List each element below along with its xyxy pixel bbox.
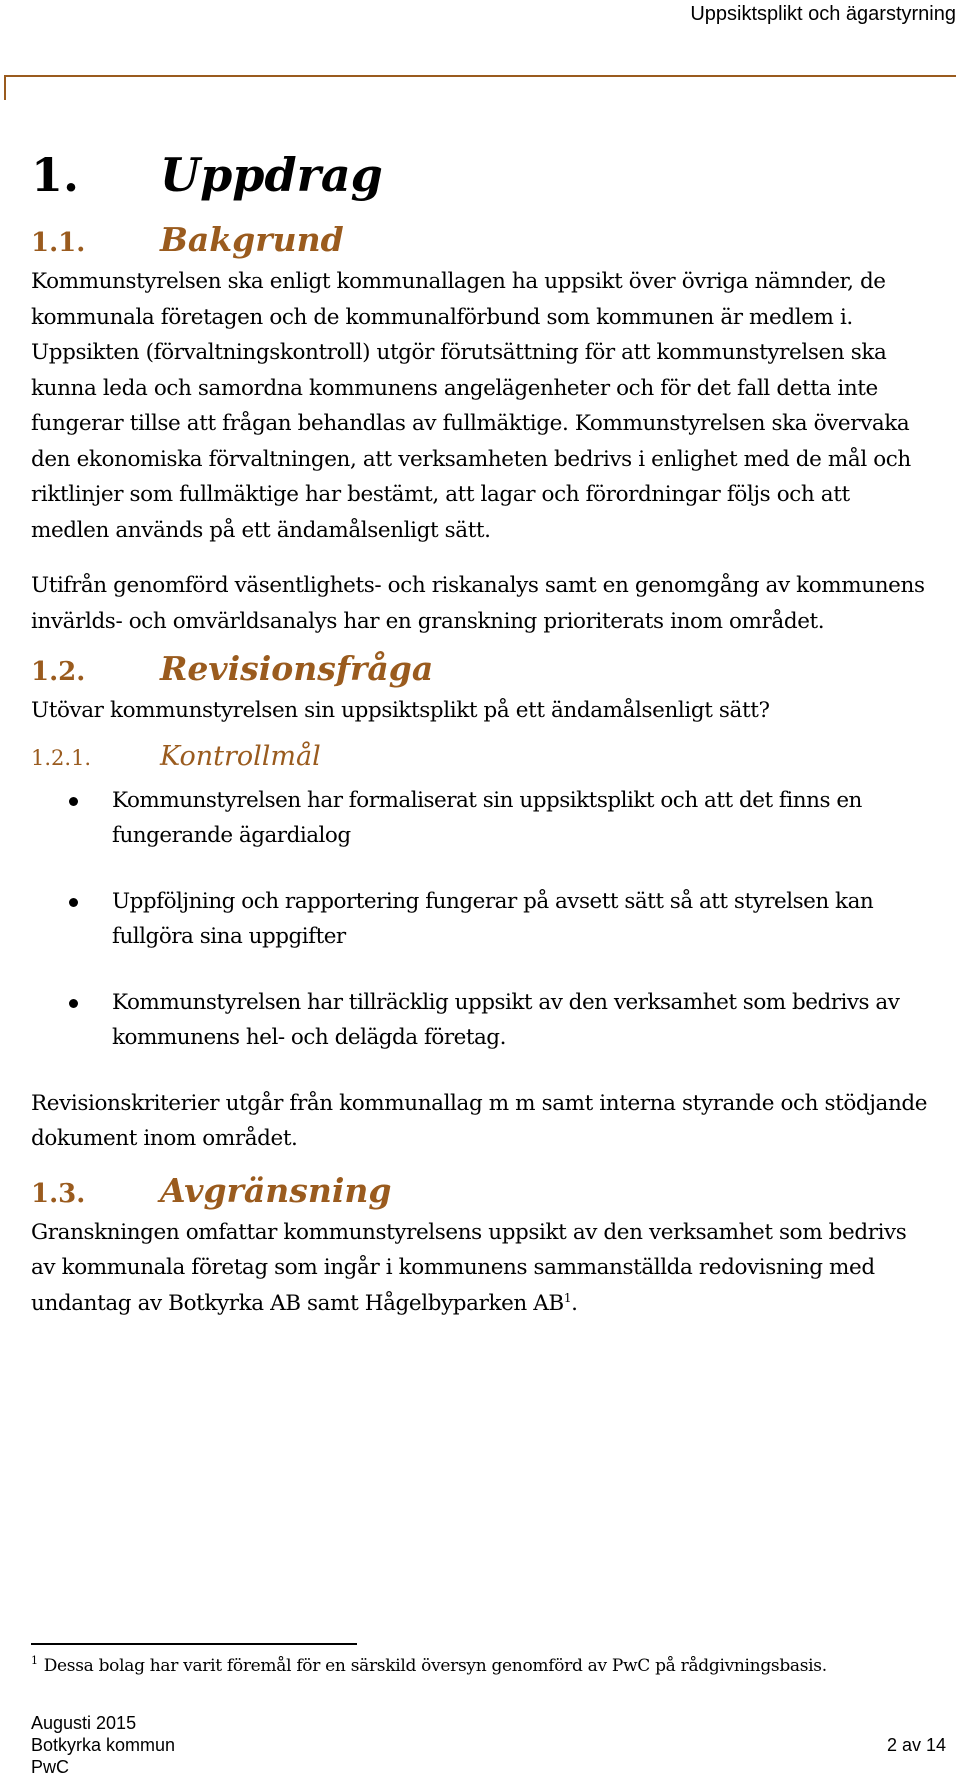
footnote-text: Dessa bolag har varit föremål för en särskild översyn genomförd av PwC på rådgivningsbasis. bbox=[43, 1656, 827, 1676]
footer-firm: PwC bbox=[31, 1757, 70, 1777]
bullet-icon bbox=[69, 898, 78, 907]
section-heading-1 bbox=[31, 148, 931, 218]
background-paragraph-1: Kommunstyrelsen ska enligt kommunallagen ha uppsikt över övriga nämnder, de kommunala företagen och de kommunalförbund som kommunen är medlem i. Uppsikten (förvaltningskontroll) utgör förutsättning för att kommunstyrelsen ska kunna leda och samordna kommunens angelägenheter och för det fall detta inte fungerar tillse att frågan behandlas av fullmäktige. Kommunstyrelsen ska övervaka den ekonomiska förvaltningen, att verksamheten bedrivs i enlighet med de mål och riktlinjer som fullmäktige har bestämt, att lagar och förordningar följs och att medlen används på ett ändamålsenligt sätt. bbox=[31, 269, 911, 543]
audit-criteria-paragraph: Revisionskriterier utgår från kommunallag m m samt interna styrande och stödjande dokument inom området. bbox=[31, 1090, 928, 1151]
scope-paragraph: Granskningen omfattar kommunstyrelsens uppsikt av den verksamhet som bedrivs av kommunala företag som ingår i kommunens sammanställda redovisning med undantag av Botkyrka AB samt Hågelbyparken AB$^1$. bbox=[31, 1219, 907, 1316]
subsection-title: Kontrollmål bbox=[160, 740, 321, 772]
footnote-reference[interactable]: 1 bbox=[563, 1290, 572, 1305]
list-item: Kommunstyrelsen har formaliserat sin uppsiktsplikt och att det finns en fungerande ägardialog bbox=[31, 783, 931, 854]
subsection-number: 1.2.1. bbox=[31, 745, 92, 770]
subsection-number: 1.2. bbox=[31, 657, 86, 687]
page-number: 2 av 14 bbox=[886, 1735, 946, 1755]
list-item: Uppföljning och rapportering fungerar på avsett sätt så att styrelsen kan fullgöra sina uppgifter bbox=[31, 884, 931, 955]
page-footer bbox=[31, 1712, 951, 1778]
running-header: Uppsiktsplikt och ägarstyrning bbox=[690, 3, 956, 25]
subsection-heading-1-2-1 bbox=[31, 741, 931, 783]
audit-question: Utövar kommunstyrelsen sin uppsiktsplikt på ett ändamålsenligt sätt? bbox=[31, 698, 770, 723]
footnote-marker: 1 bbox=[31, 1654, 38, 1668]
subsection-heading-1-3 bbox=[31, 1171, 931, 1215]
footer-client: Botkyrka kommun bbox=[31, 1735, 176, 1755]
subsection-number: 1.3. bbox=[31, 1178, 86, 1209]
list-item: Kommunstyrelsen har tillräcklig uppsikt av den verksamhet som bedrivs av kommunens hel- och delägda företag. bbox=[31, 985, 931, 1056]
header-rule bbox=[4, 75, 956, 77]
section-number: 1. bbox=[31, 148, 80, 202]
header-rule-tick bbox=[4, 75, 6, 100]
subsection-title: Bakgrund bbox=[160, 220, 344, 259]
control-objectives-list bbox=[31, 783, 931, 1056]
subsection-heading-1-2 bbox=[31, 649, 931, 693]
background-paragraph-2: Utifrån genomförd väsentlighets- och riskanalys samt en genomgång av kommunens invärlds- och omvärldsanalys har en granskning prioriterats inom området. bbox=[31, 573, 925, 634]
subsection-heading-1-1 bbox=[31, 220, 931, 264]
subsection-title: Avgränsning bbox=[160, 1170, 392, 1210]
bullet-icon bbox=[69, 797, 78, 806]
main-content bbox=[31, 148, 931, 1321]
bullet-icon bbox=[69, 999, 78, 1008]
footnote-separator bbox=[31, 1643, 357, 1645]
subsection-title: Revisionsfråga bbox=[160, 649, 434, 688]
section-title: Uppdrag bbox=[160, 148, 383, 202]
subsection-number: 1.1. bbox=[31, 228, 86, 258]
footer-date: Augusti 2015 bbox=[31, 1713, 137, 1733]
footnote bbox=[31, 1653, 931, 1679]
